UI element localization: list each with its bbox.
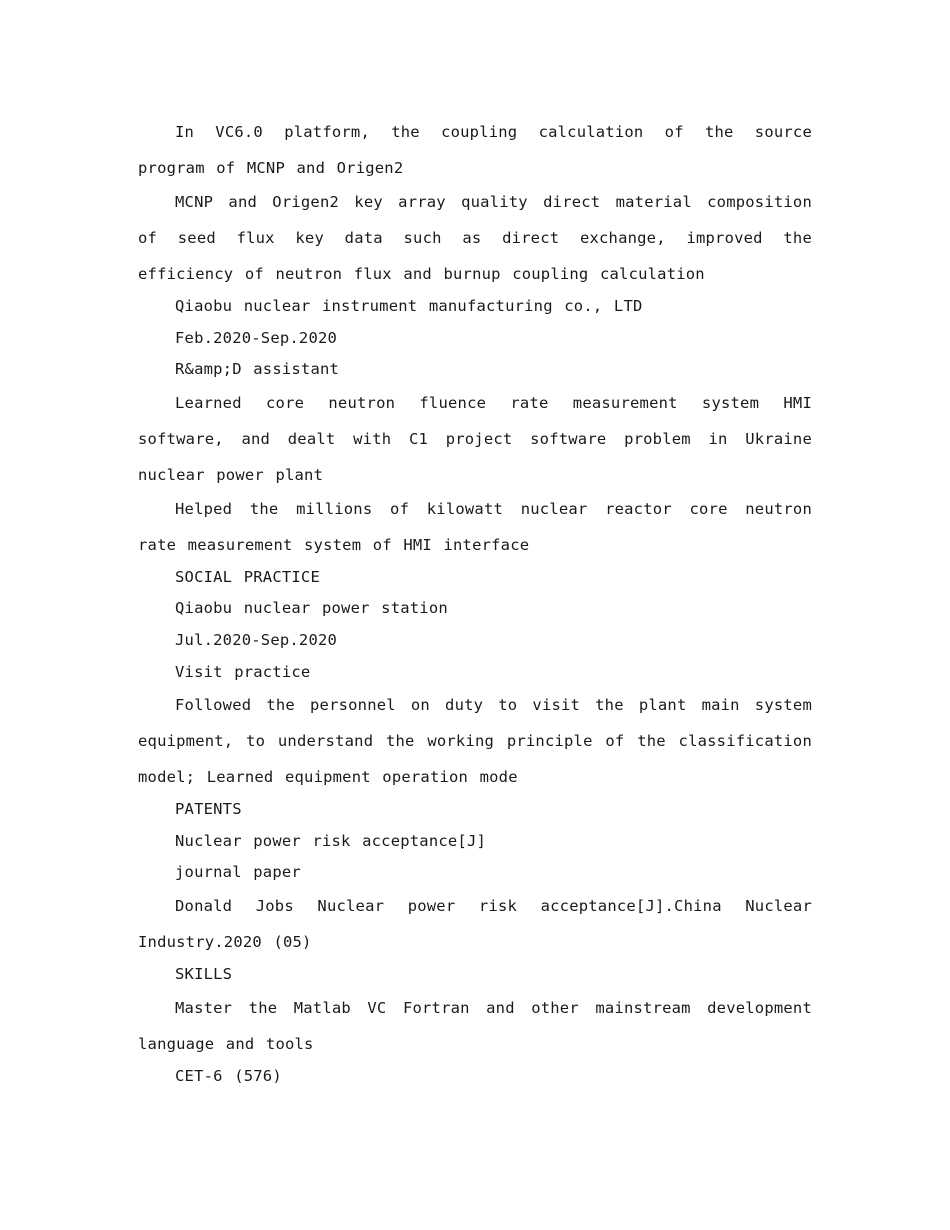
paragraph-skills-detail: Master the Matlab VC Fortran and other mainstream development language and tools: [138, 998, 812, 1053]
paragraph-coupling-platform: In VC6.0 platform, the coupling calculation of the source program of MCNP and Origen2: [138, 123, 812, 177]
paragraph-coupling-detail: MCNP and Origen2 key array quality direct material composition of seed flux key data such as direct exchange, improved the efficiency of neutron flux and burnup coupling calculation: [138, 193, 812, 283]
paragraph-practice-detail: Followed the personnel on duty to visit the plant main system equipment, to understand the working principle of the classification model; Learned equipment operation mode: [138, 696, 812, 787]
paragraph-role: R&amp;D assistant: [175, 360, 340, 379]
paragraph-hmi-helped: Helped the millions of kilowatt nuclear reactor core neutron rate measurement system of HMI interface: [138, 499, 812, 554]
paragraph-hmi-learned: Learned core neutron fluence rate measurement system HMI software, and dealt with C1 project software problem in Ukraine nuclear power plant: [138, 393, 812, 484]
paragraph-date-range: Feb.2020-Sep.2020: [175, 328, 338, 347]
section-heading-skills: SKILLS: [175, 964, 233, 983]
document-body: [138, 114, 812, 1091]
paragraph-patent-title: Nuclear power risk acceptance[J]: [175, 831, 487, 850]
paragraph-practice-role: Visit practice: [175, 662, 311, 681]
section-heading-patents: PATENTS: [175, 800, 242, 819]
paragraph-practice-dates: Jul.2020-Sep.2020: [175, 630, 338, 649]
paragraph-patent-type: journal paper: [175, 863, 301, 882]
paragraph-power-station: Qiaobu nuclear power station: [175, 599, 448, 618]
paragraph-cet6: CET-6 (576): [175, 1066, 282, 1085]
section-heading-social-practice: SOCIAL PRACTICE: [175, 567, 320, 586]
paragraph-company: Qiaobu nuclear instrument manufacturing co., LTD: [175, 297, 643, 315]
paragraph-patent-citation: Donald Jobs Nuclear power risk acceptance[J].China Nuclear Industry.2020 (05): [138, 896, 812, 951]
